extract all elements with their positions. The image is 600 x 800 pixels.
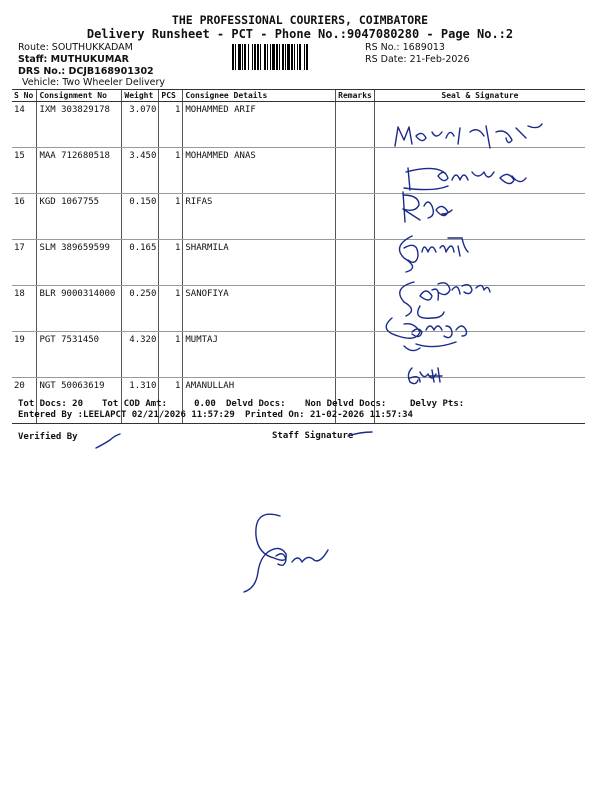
cell-sno: 19 bbox=[12, 332, 37, 378]
cell-sno: 20 bbox=[12, 378, 37, 424]
rs-date: RS Date: 21-Feb-2026 bbox=[365, 54, 470, 65]
non-delivered-docs: Non Delvd Docs: bbox=[305, 399, 387, 409]
cell-sno: 15 bbox=[12, 148, 37, 194]
col-header-consignment: Consignment No bbox=[37, 90, 122, 102]
cell-sno: 14 bbox=[12, 102, 37, 148]
entered-by: Entered By :LEELAPCT 02/21/2026 11:57:29 bbox=[18, 410, 235, 420]
col-header-weight: Weight bbox=[122, 90, 159, 102]
rs-number: RS No.: 1689013 bbox=[365, 42, 445, 53]
verified-by-label: Verified By bbox=[18, 432, 78, 442]
cell-consignment: NGT 50063619 bbox=[37, 378, 122, 424]
signature-row-20 bbox=[408, 368, 442, 384]
signature-row-18 bbox=[400, 282, 490, 318]
cell-weight: 3.450 bbox=[122, 148, 159, 194]
runsheet-title: Delivery Runsheet - PCT - Phone No.:9047080280 - Page No.:2 bbox=[86, 27, 514, 41]
cell-consignee: SHARMILA bbox=[183, 240, 336, 286]
signature-row-16 bbox=[403, 192, 452, 222]
cell-pcs: 1 bbox=[159, 332, 183, 378]
cell-pcs: 1 bbox=[159, 286, 183, 332]
cell-sno: 16 bbox=[12, 194, 37, 240]
signature-row-17 bbox=[400, 236, 469, 272]
cell-weight: 0.150 bbox=[122, 194, 159, 240]
cell-consignee: SANOFIYA bbox=[183, 286, 336, 332]
cell-consignment: IXM 303829178 bbox=[37, 102, 122, 148]
cell-pcs: 1 bbox=[159, 240, 183, 286]
cell-consignee: MOHAMMED ARIF bbox=[183, 102, 336, 148]
verified-by-signature bbox=[96, 434, 120, 448]
cell-pcs: 1 bbox=[159, 378, 183, 424]
delivered-docs: Delvd Docs: bbox=[226, 399, 286, 409]
col-header-consignee: Consignee Details bbox=[183, 90, 336, 102]
staff-signature-label: Staff Signature bbox=[272, 431, 354, 441]
cell-weight: 0.165 bbox=[122, 240, 159, 286]
cell-weight: 0.250 bbox=[122, 286, 159, 332]
cell-consignment: BLR 9000314000 bbox=[37, 286, 122, 332]
staff-label: Staff: MUTHUKUMAR bbox=[18, 54, 129, 65]
signature-row-14 bbox=[395, 124, 542, 148]
cell-consignee: RIFAS bbox=[183, 194, 336, 240]
total-cod: Tot COD Amt: 0.00 bbox=[102, 399, 216, 409]
signature-row-19 bbox=[386, 318, 466, 351]
cell-consignment: MAA 712680518 bbox=[37, 148, 122, 194]
cell-weight: 3.070 bbox=[122, 102, 159, 148]
route-label: Route: SOUTHUKKADAM bbox=[18, 42, 133, 53]
cell-sno: 18 bbox=[12, 286, 37, 332]
delivery-points: Delvy Pts: bbox=[410, 399, 465, 409]
signature-row-15 bbox=[404, 168, 526, 190]
cell-consignment: KGD 1067755 bbox=[37, 194, 122, 240]
total-docs: Tot Docs: 20 bbox=[18, 399, 84, 409]
cell-consignment: PGT 7531450 bbox=[37, 332, 122, 378]
col-header-remarks: Remarks bbox=[336, 90, 375, 102]
cell-weight: 1.310 bbox=[122, 378, 159, 424]
cell-pcs: 1 bbox=[159, 194, 183, 240]
col-header-signature: Seal & Signature bbox=[374, 90, 585, 102]
col-header-sno: S No bbox=[12, 90, 37, 102]
company-name: THE PROFESSIONAL COURIERS, COIMBATORE bbox=[171, 13, 429, 27]
staff-signature-scribble bbox=[348, 432, 372, 436]
cell-pcs: 1 bbox=[159, 148, 183, 194]
col-header-pcs: PCS bbox=[159, 90, 183, 102]
cell-sno: 17 bbox=[12, 240, 37, 286]
cell-consignee: MOHAMMED ANAS bbox=[183, 148, 336, 194]
vehicle-label: Vehicle: Two Wheeler Delivery bbox=[22, 77, 165, 88]
large-signature bbox=[244, 514, 328, 592]
printed-on: Printed On: 21-02-2026 11:57:34 bbox=[245, 410, 413, 420]
cell-consignee: MUMTAJ bbox=[183, 332, 336, 378]
drs-label: DRS No.: DCJB168901302 bbox=[18, 66, 154, 77]
cell-consignee: AMANULLAH bbox=[183, 378, 336, 424]
cell-weight: 4.320 bbox=[122, 332, 159, 378]
cell-consignment: SLM 389659599 bbox=[37, 240, 122, 286]
cell-pcs: 1 bbox=[159, 102, 183, 148]
